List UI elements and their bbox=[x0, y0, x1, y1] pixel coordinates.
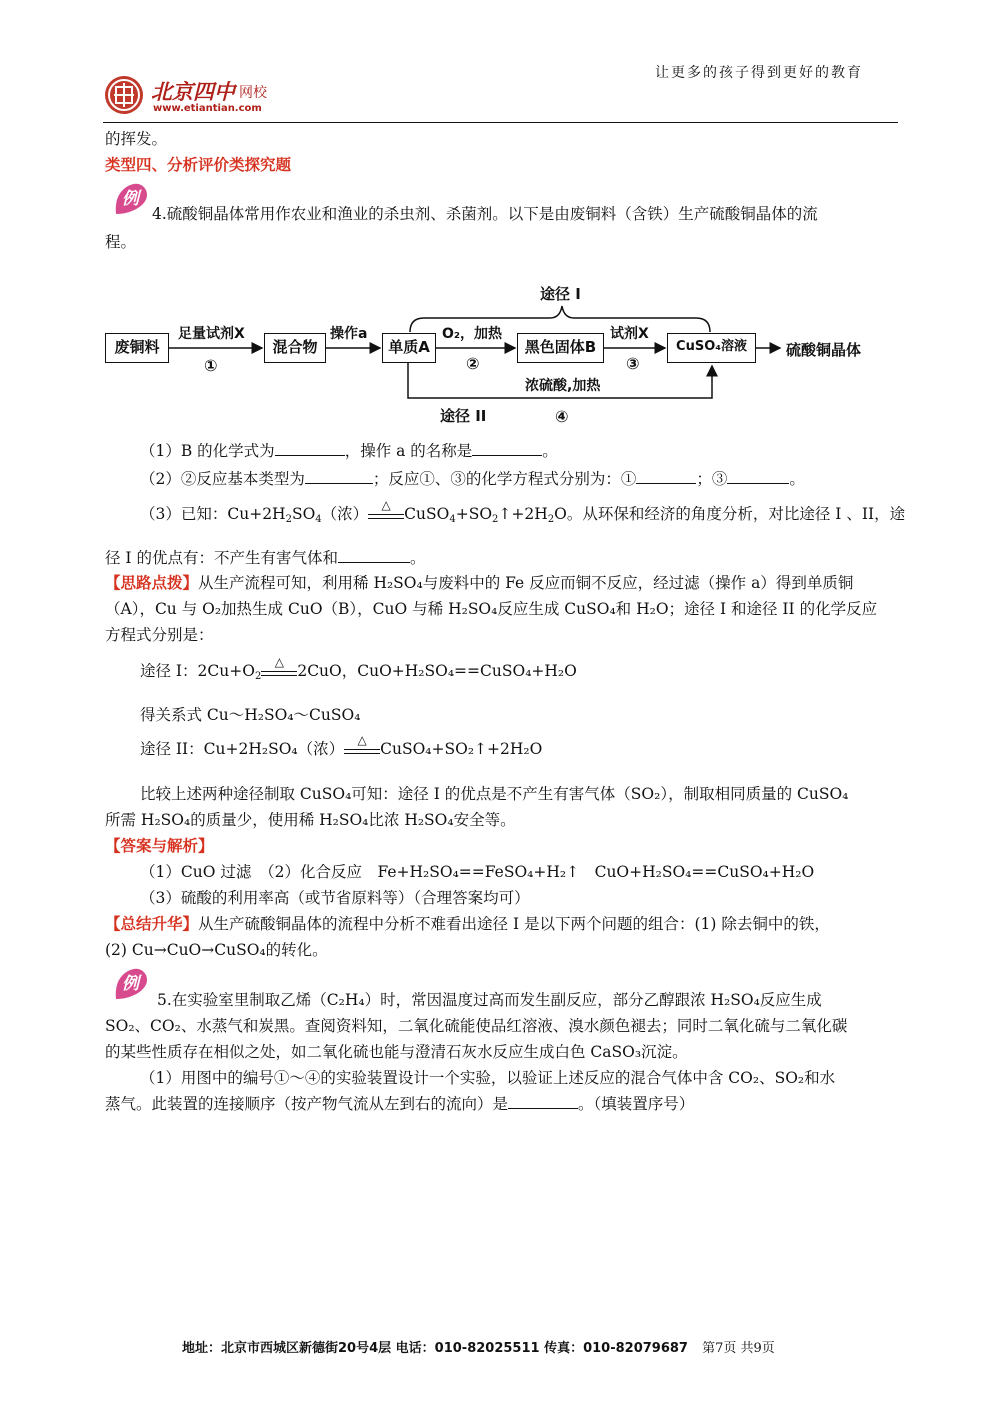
arrow4-label: 试剂X bbox=[610, 326, 649, 342]
q4-part3: （3）已知：$Cu+2H_2SO_4$（浓） △ $CuSO_4+SO_2↑+2H_2O$。从环保和经济的角度分析，对比途径 I 、II，途 bbox=[140, 498, 906, 525]
footer-address: 地址：北京市西城区新德街20号4层 电话：010-82025511 传真：010-82079687 bbox=[182, 1341, 688, 1356]
q5-text: 5.在实验室里制取乙烯（C₂H₄）时，常因温度过高而发生副反应，部分乙醇跟浓 H₂SO₄反应生成 bbox=[157, 991, 822, 1009]
box-cuso4-solution: CuSO₄溶液 bbox=[667, 333, 756, 363]
section-title: 类型四、分析评价类探究题 bbox=[105, 155, 292, 174]
hint-line: 方程式分别是： bbox=[105, 626, 214, 644]
heat-eq-sign: △ bbox=[261, 663, 297, 676]
answer-tag: 【答案与解析】 bbox=[105, 836, 214, 855]
logo-url: www.etiantian.com bbox=[153, 103, 262, 114]
heat-eq-sign: △ bbox=[344, 741, 380, 754]
logo-emblem-icon bbox=[103, 74, 145, 116]
route2-num: ④ bbox=[555, 407, 569, 426]
q4-part3b: 径 I 的优点有：不产生有害气体和 。 bbox=[105, 549, 426, 567]
arrow1-label: 足量试剂X bbox=[178, 326, 245, 342]
comparison-line: 所需 H₂SO₄的质量少，使用稀 H₂SO₄比浓 H₂SO₄安全等。 bbox=[105, 811, 516, 829]
q5-part1b: 蒸气。此装置的连接顺序（按产物气流从左到右的流向）是 。（填装置序号） bbox=[105, 1095, 695, 1113]
box-element-a: 单质A bbox=[382, 333, 436, 363]
q4-part1: （1）B 的化学式为 ，操作 a 的名称是 。 bbox=[140, 442, 558, 460]
slogan: 让更多的孩子得到更好的教育 bbox=[655, 65, 863, 81]
summary-line: (2) Cu→CuO→CuSO₄的转化。 bbox=[105, 941, 328, 959]
q5-text: 的某些性质存在相似之处，如二氧化硫也能与澄清石灰水反应生成白色 CaSO₃沉淀。 bbox=[105, 1043, 688, 1061]
logo bbox=[103, 74, 303, 118]
arrow2-label: 操作a bbox=[330, 326, 368, 342]
q4-part2: （2）②反应基本类型为 ；反应①、③的化学方程式分别为：① ；③ 。 bbox=[140, 470, 805, 488]
q5-text: SO₂、CO₂、水蒸气和炭黑。查阅资料知，二氧化硫能使品红溶液、溴水颜色褪去；同时二氧化硫与二氧化碳 bbox=[105, 1017, 848, 1035]
example-badge: 例 bbox=[112, 180, 152, 216]
arrow3-label: O₂，加热 bbox=[442, 326, 503, 342]
box-waste-copper: 废铜料 bbox=[105, 333, 169, 363]
header-rule bbox=[103, 122, 898, 123]
arrow4-num: ③ bbox=[626, 354, 640, 373]
comparison-line: 比较上述两种途径制取 CuSO₄可知：途径 I 的优点是不产生有害气体（SO₂），制取相同质量的 CuSO₄ bbox=[140, 785, 849, 803]
box-mixture: 混合物 bbox=[264, 333, 326, 363]
footer-page: 第7页 共9页 bbox=[702, 1341, 775, 1356]
arrow3-num: ② bbox=[466, 354, 480, 373]
route1-label: 途径 I bbox=[540, 285, 581, 303]
relation-line: 得关系式 Cu～H₂SO₄～CuSO₄ bbox=[140, 706, 361, 724]
example-badge: 例 bbox=[112, 965, 152, 1001]
summary-line: 【总结升华】从生产硫酸铜晶体的流程中分析不难看出途径 I 是以下两个问题的组合：(1) 除去铜中的铁， bbox=[105, 914, 830, 933]
hint-line: 【思路点拨】从生产流程可知，利用稀 H₂SO₄与废料中的 Fe 反应而铜不反应，经过滤（操作 a）得到单质铜 bbox=[105, 573, 854, 592]
q4-text: 4.硫酸铜晶体常用作农业和渔业的杀虫剂、杀菌剂。以下是由废铜料（含铁）生产硫酸铜晶体的流 bbox=[152, 205, 818, 223]
route2-label: 途径 II bbox=[440, 407, 487, 425]
logo-suffix: 网校 bbox=[239, 85, 267, 101]
answer-line: （3）硫酸的利用率高（或节省原料等）（合理答案均可） bbox=[140, 889, 530, 907]
product-label: 硫酸铜晶体 bbox=[786, 341, 862, 359]
hint-line: （A），Cu 与 O₂加热生成 CuO（B），CuO 与稀 H₂SO₄反应生成 CuSO₄和 H₂O；途径 I 和途径 II 的化学反应 bbox=[105, 600, 878, 618]
summary-tag: 【总结升华】 bbox=[105, 914, 199, 933]
q5-part1: （1）用图中的编号①～④的实验装置设计一个实验，以验证上述反应的混合气体中含 CO₂、SO₂和水 bbox=[140, 1069, 836, 1087]
hint-tag: 【思路点拨】 bbox=[105, 573, 199, 592]
logo-text: 北京四中 bbox=[151, 79, 235, 104]
box-black-solid-b: 黑色固体B bbox=[517, 333, 604, 363]
arrow1-num: ① bbox=[204, 356, 218, 375]
answer-line: （1）CuO 过滤 （2）化合反应 Fe+H₂SO₄==FeSO₄+H₂↑ CuO+H₂SO₄==CuSO₄+H₂O bbox=[140, 863, 815, 881]
footer bbox=[182, 1337, 775, 1356]
heat-eq-sign: △ bbox=[368, 506, 404, 519]
text-line: 的挥发。 bbox=[105, 130, 168, 148]
route1-equation: 途径 I：$2Cu+O_2$ △ 2CuO，CuO+H₂SO₄==CuSO₄+H₂O bbox=[140, 655, 577, 682]
route2-equation: 途径 II：Cu+2H₂SO₄（浓） △ CuSO₄+SO₂↑+2H₂O bbox=[140, 733, 543, 758]
q4-text: 程。 bbox=[105, 233, 137, 251]
route2-conditions: 浓硫酸,加热 bbox=[525, 378, 601, 394]
